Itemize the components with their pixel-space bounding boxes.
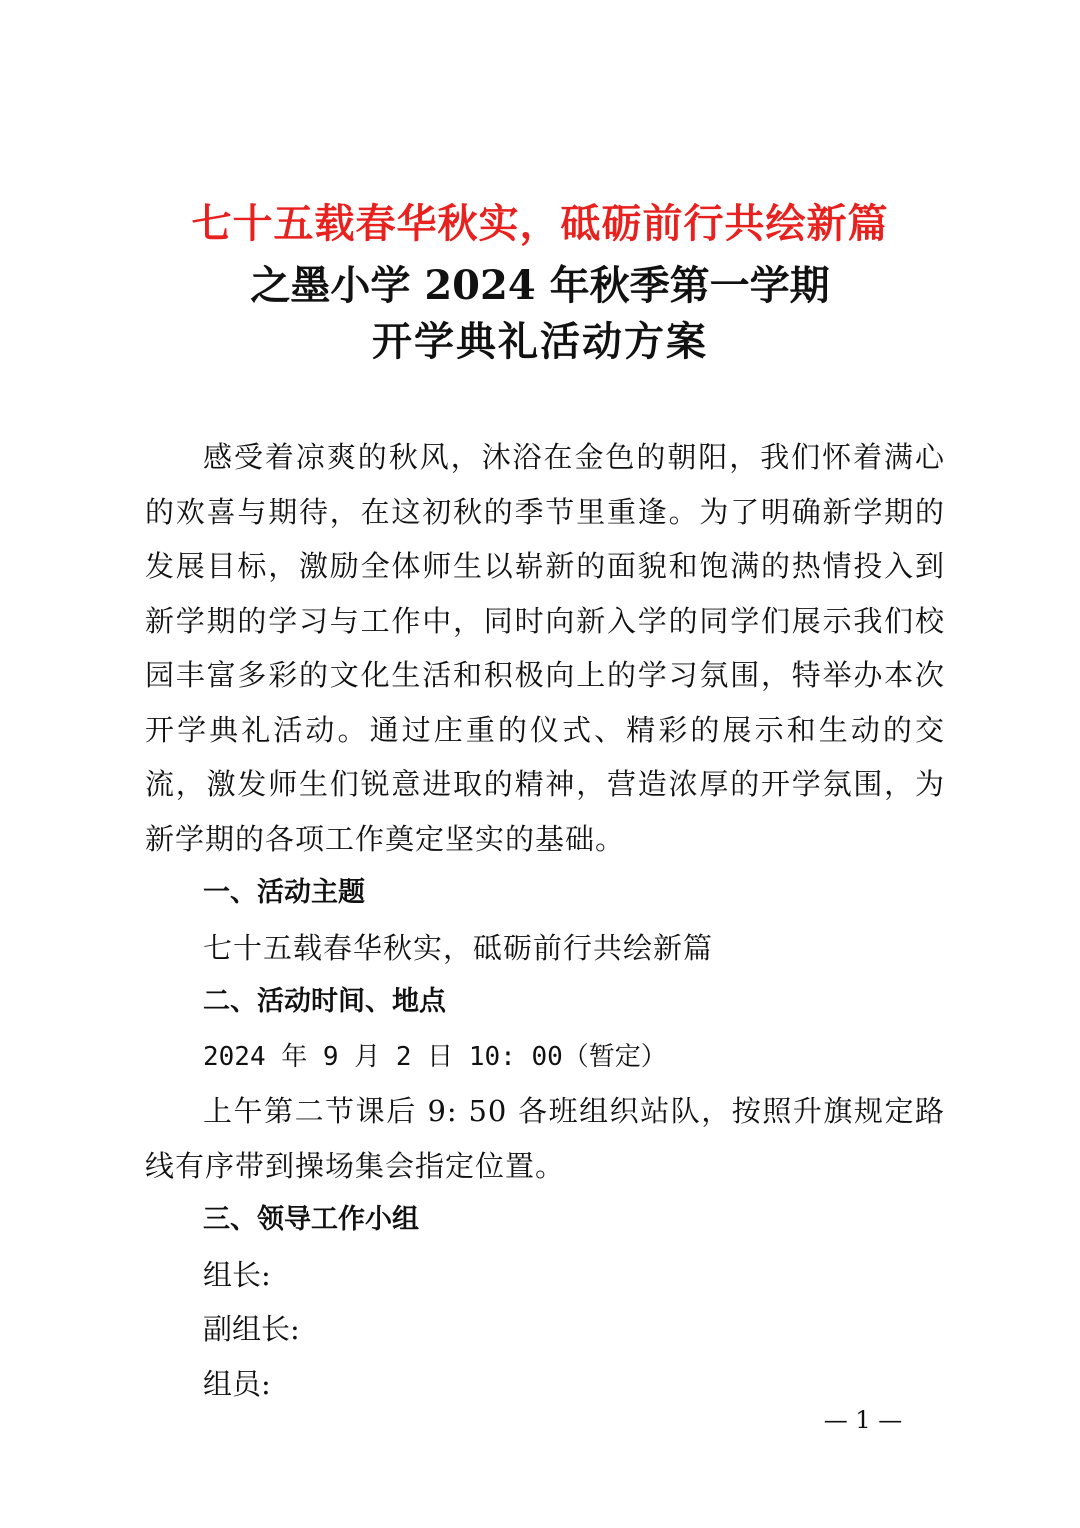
section2-heading: 二、活动时间、地点 (203, 986, 446, 1017)
page-number: — 1 — (823, 1406, 903, 1434)
leader-label: 组长: (203, 1257, 271, 1292)
deputy-label: 副组长: (203, 1312, 300, 1346)
section3-heading: 三、领导工作小组 (203, 1204, 419, 1235)
section2-date: 2024 年 9 月 2 日 10: 00（暂定） (203, 1041, 667, 1072)
document-title-line2: 之墨小学 2024 年秋季第一学期 (250, 262, 830, 309)
intro-paragraph: 感受着凉爽的秋风，沐浴在金色的朝阳，我们怀着满心的欢喜与期待，在这初秋的季节里重逢。为了明确新学期的发展目标，激励全体师生以崭新的面貌和饱满的热情投入到新学期的学习与工作中，同时向新入学的同学们展示我们校园丰富多彩的文化生活和积极向上的学习氛围，特举办本次开学典礼活动。通过庄重的仪式、精彩的展示和生动的交流，激发师生们锐意进取的精神，营造浓厚的开学氛围，为新学期的各项工作奠定坚实的基础。 (145, 440, 945, 856)
document-body (145, 430, 945, 1411)
section1-heading: 一、活动主题 (203, 877, 365, 908)
section1-text: 七十五载春华秋实，砥砺前行共绘新篇 (203, 930, 714, 965)
document-title-line3: 开学典礼活动方案 (372, 318, 708, 365)
section2-text: 上午第二节课后 9: 50 各班组织站队，按照升旗规定路线有序带到操场集会指定位置。 (145, 1094, 945, 1183)
document-title-red: 七十五载春华秋实，砥砺前行共绘新篇 (191, 200, 889, 247)
member-label: 组员: (203, 1366, 271, 1401)
